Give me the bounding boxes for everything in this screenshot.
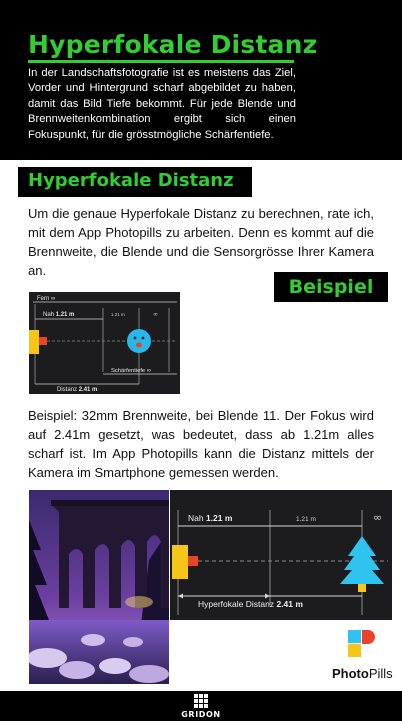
example-paragraph: Beispiel: 32mm Brennweite, bei Blende 11. Der Fokus wird auf 2.41m gesetzt, was bedeutet, dass ab 1.21m alles scharf ist. Im App Photopills kann die Distanz mittels der Kamera im Smartphone gemessen werden.: [28, 408, 374, 480]
camera-sensor-icon: [29, 330, 39, 354]
mid-distance-label: 1.21 m: [111, 312, 125, 317]
distance-label: Distanz 2.41 m: [57, 387, 98, 393]
near-label: Nah 1.21 m: [43, 312, 75, 318]
viaduct-night-photo: [29, 490, 169, 684]
photopills-wordmark: PhotoPills: [332, 666, 393, 681]
example-label: Beispiel: [288, 276, 374, 298]
intro-paragraph: In der Landschaftsfotografie ist es meistens das Ziel, Vorder und Hintergrund scharf abgebildet zu haben, damit das Bild Tiefe bekommt. Für jede Blende und Brennweitenkombination ergibt sich einen Fokuspunkt, für die grösstmögliche Schärfentiefe.: [28, 67, 296, 141]
mid-distance-label-large: 1.21 m: [296, 516, 316, 523]
subject-face-icon: [127, 329, 151, 353]
footer-brand: GRIDON: [181, 710, 221, 719]
camera-lens-icon: [39, 337, 47, 345]
photopills-icon: [348, 630, 376, 658]
title-underline: [28, 60, 294, 63]
hyperfocal-diagram-large: [170, 490, 392, 620]
section-paragraph: Um die genaue Hyperfokale Distanz zu berechnen, rate ich, mit dem App Photopills zu arbeiten. Denn es kommt auf die Brennweite, die Blende und die Sensorgrösse Ihrer Kamera an.: [28, 206, 374, 278]
camera-lens-icon-large: [188, 556, 198, 566]
infinity-label: ∞: [153, 311, 158, 318]
hyperfocal-distance-label: Hyperfokale Distanz 2.41 m: [198, 599, 303, 609]
depth-of-field-label: Schärfentiefe ∞: [111, 368, 151, 374]
hyperfocal-diagram-small: [29, 292, 180, 394]
far-label: Fern ∞: [37, 296, 56, 302]
photopills-logo: [330, 630, 392, 682]
page-title: Hyperfokale Distanz: [28, 30, 318, 59]
camera-sensor-icon-large: [172, 545, 188, 579]
infinity-label-large: ∞: [373, 511, 383, 524]
section-title: Hyperfokale Distanz: [28, 170, 234, 191]
near-label-large: Nah 1.21 m: [188, 513, 233, 523]
gridon-grid-icon: [194, 694, 208, 708]
